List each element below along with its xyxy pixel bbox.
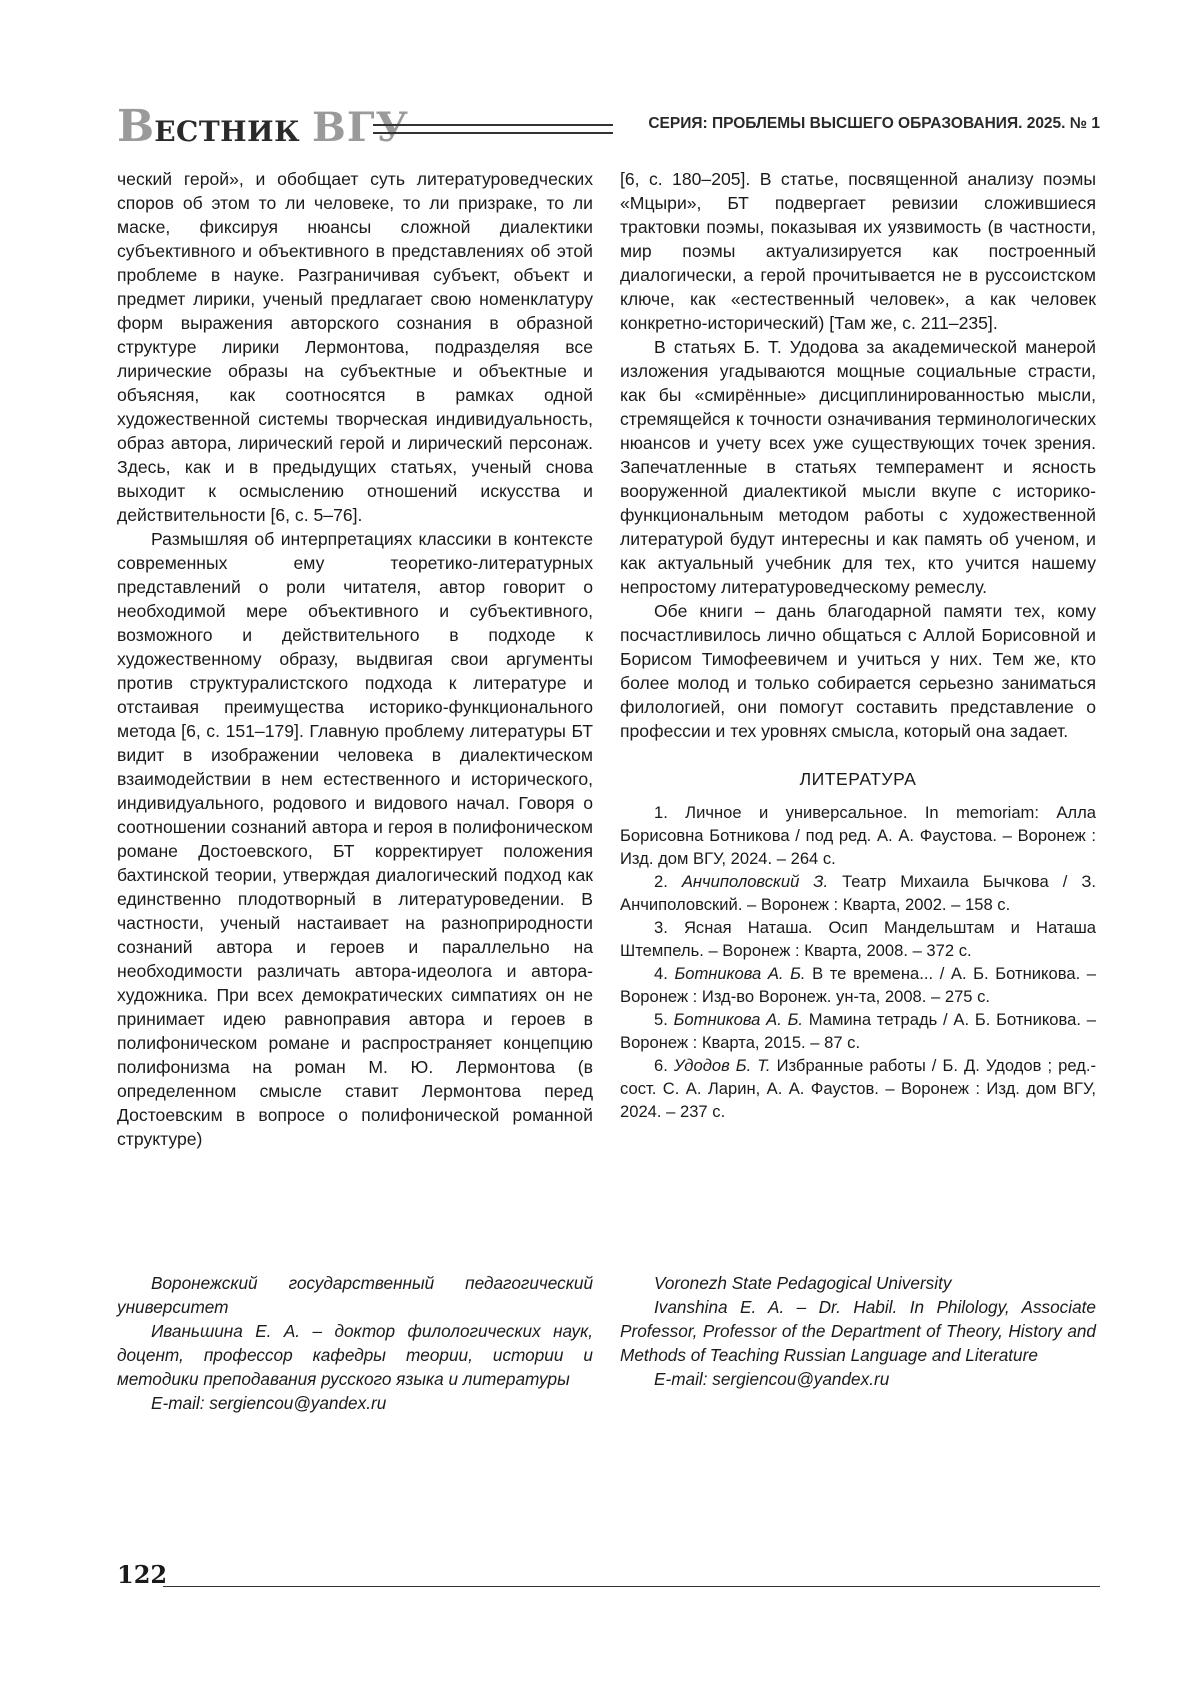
reference-item: [620, 870, 1096, 916]
reference-author: Ботникова А. Б.: [673, 1010, 803, 1029]
series-title: СЕРИЯ: ПРОБЛЕМЫ ВЫСШЕГО ОБРАЗОВАНИЯ. 2025. № 1: [648, 115, 1100, 132]
affiliation-org: Voronezh State Pedagogical University: [654, 1273, 952, 1293]
reference-item: [620, 1054, 1096, 1123]
reference-number: 4.: [654, 964, 675, 983]
right-column: [620, 167, 1096, 1123]
reference-item: [620, 916, 1096, 962]
right-paragraph-3: Обе книги – дань благодарной памяти тех, кому посчастливилось лично общаться с Аллой Борисовной и Борисом Тимофеевичем и учиться у них. Тем же, кто более молод и только собирается серьезно заниматься филологией, они помогут составить представление о профессии и тех уровнях смысла, который она задает.: [620, 601, 1096, 741]
logo-initial: В: [117, 101, 155, 152]
affiliation-author: Иваньшина Е. А. – доктор филологических наук, доцент, профессор кафедры теории, истории и методики преподавания русского языка и литературы: [117, 1321, 593, 1389]
reference-item: [620, 1008, 1096, 1054]
logo-vgu: ВГУ: [312, 104, 409, 151]
reference-number: 2.: [654, 872, 682, 891]
reference-number: 5.: [654, 1010, 674, 1029]
right-paragraph-1: [6, с. 180–205]. В статье, посвященной анализу поэмы «Мцыри», БТ подвергает ревизии сложившиеся трактовки поэмы, показывая их уязвимость (в частности, мир поэмы актуализируется как построенный диалогически, а герой прочитывается не в руссоистском ключе, как «естественный человек», а как человек конкретно-исторический) [Там же, с. 211–235].: [620, 169, 1096, 333]
logo-word: ЕСТНИК: [154, 115, 301, 148]
reference-item: [620, 801, 1096, 870]
affiliation-author: Ivanshina E. A. – Dr. Habil. In Philology, Associate Professor, Professor of the Department of Theory, History and Methods of Teaching Russian Language and Literature: [620, 1297, 1096, 1365]
left-paragraph-2: Размышляя об интерпретациях классики в контексте современных ему теоретико-литературных представлений о роли читателя, автор говорит о необходимой мере объективного и субъективного, возможного и действительного в подходе к художественному образу, выдвигая свои аргументы против структуралистского подхода к литературе и отстаивая преимущества историко-функционального метода [6, с. 151–179]. Главную проблему литературы БТ видит в изображении человека в диалектическом взаимодействии в нем естественного и исторического, индивидуального, родового и видового начал. Говоря о соотношении сознаний автора и героя в полифоническом романе Достоевского, БТ корректирует положения бахтинской теории, утверждая диалогический подход как единственно плодотворный в литературоведении. В частности, ученый настаивает на разноприродности сознаний автора и героев и параллельно на необходимости различать автора-идеолога и автора-художника. При всех демократических симпатиях он не принимает идею равноправия автора и героев в полифоническом романе и распространяет концепцию полифонизма на роман М. Ю. Лермонтова (в определенном смысле ставит Лермонтова перед Достоевским в вопросе о полифонической романной структуре): [117, 529, 593, 1149]
affiliation-english: [620, 1271, 1096, 1391]
left-paragraph-1: ческий герой», и обобщает суть литературоведческих споров об этом то ли человеке, то ли призраке, то ли маске, фиксируя нюансы сложной диалектики субъективного и объективного в представлениях об этой проблеме в науке. Разграничивая субъект, объект и предмет лирики, ученый предлагает свою номенклатуру форм выражения авторского сознания в образной структуре лирики Лермонтова, подразделяя все лирические образы на субъектные и объектные и объясняя, как соотносятся в рамках одной художественной системы творческая индивидуальность, образ автора, лирический герой и лирический персонаж. Здесь, как и в предыдущих статьях, ученый снова выходит к осмыслению отношений искусства и действительности [6, с. 5–76].: [117, 169, 593, 525]
affiliation-email: E-mail: sergiencou@yandex.ru: [151, 1393, 387, 1413]
reference-text: В те времена... / А. Б. Ботникова. – Воронеж : Изд-во Воронеж. ун-та, 2008. – 275 с.: [620, 964, 1097, 1006]
references-heading: ЛИТЕРАТУРА: [799, 769, 917, 789]
reference-author: Удодов Б. Т.: [673, 1056, 771, 1075]
references-list: [620, 801, 1096, 1123]
affiliation-russian: [117, 1271, 593, 1415]
reference-text: Мамина тетрадь / А. Б. Ботникова. – Воронеж : Кварта, 2015. – 87 с.: [620, 1010, 1096, 1052]
reference-text: Избранные работы / Б. Д. Удодов ; ред.-сост. С. А. Ларин, А. А. Фаустов. – Воронеж : Изд. дом ВГУ, 2024. – 237 с.: [620, 1056, 1097, 1121]
reference-author: Анчиполовский З.: [681, 872, 829, 891]
right-paragraph-2: В статьях Б. Т. Удодова за академической манерой изложения угадываются мощные социальные страсти, как бы «смирённые» дисциплинированностью мысли, стремящейся к точности означивания терминологических нюансов и учету всех уже существующих точек зрения. Запечатленные в статьях темперамент и ясность вооруженной диалектикой мысли вкупе с историко-функциональным методом работы с художественной литературой будут интересны и как память об ученом, и как актуальный учебник для тех, кто учится нашему непростому литературоведческому ремеслу.: [620, 337, 1096, 597]
reference-item: [620, 962, 1096, 1008]
journal-logo: [117, 101, 409, 159]
reference-text: 3. Ясная Наташа. Осип Мандельштам и Наташа Штемпель. – Воронеж : Кварта, 2008. – 372 с.: [620, 918, 1096, 960]
reference-author: Ботникова А. Б.: [674, 964, 806, 983]
left-column: [117, 167, 593, 1151]
header-rule: [373, 124, 613, 134]
affiliation-org: Воронежский государственный педагогический университет: [117, 1273, 593, 1317]
reference-number: 6.: [654, 1056, 674, 1075]
affiliation-email: E-mail: sergiencou@yandex.ru: [654, 1369, 890, 1389]
page-footer: [117, 1560, 1100, 1600]
reference-text: 1. Личное и универсальное. In memoriam: Алла Борисовна Ботникова / под ред. А. А. Фаустова. – Воронеж : Изд. дом ВГУ, 2024. – 264 с.: [620, 803, 1096, 868]
footer-rule: [163, 1586, 1100, 1587]
page-number: 122: [117, 1560, 168, 1589]
running-header: [117, 101, 1100, 152]
reference-text: Театр Михаила Бычкова / З. Анчиполовский. – Воронеж : Кварта, 2002. – 158 с.: [620, 872, 1096, 914]
